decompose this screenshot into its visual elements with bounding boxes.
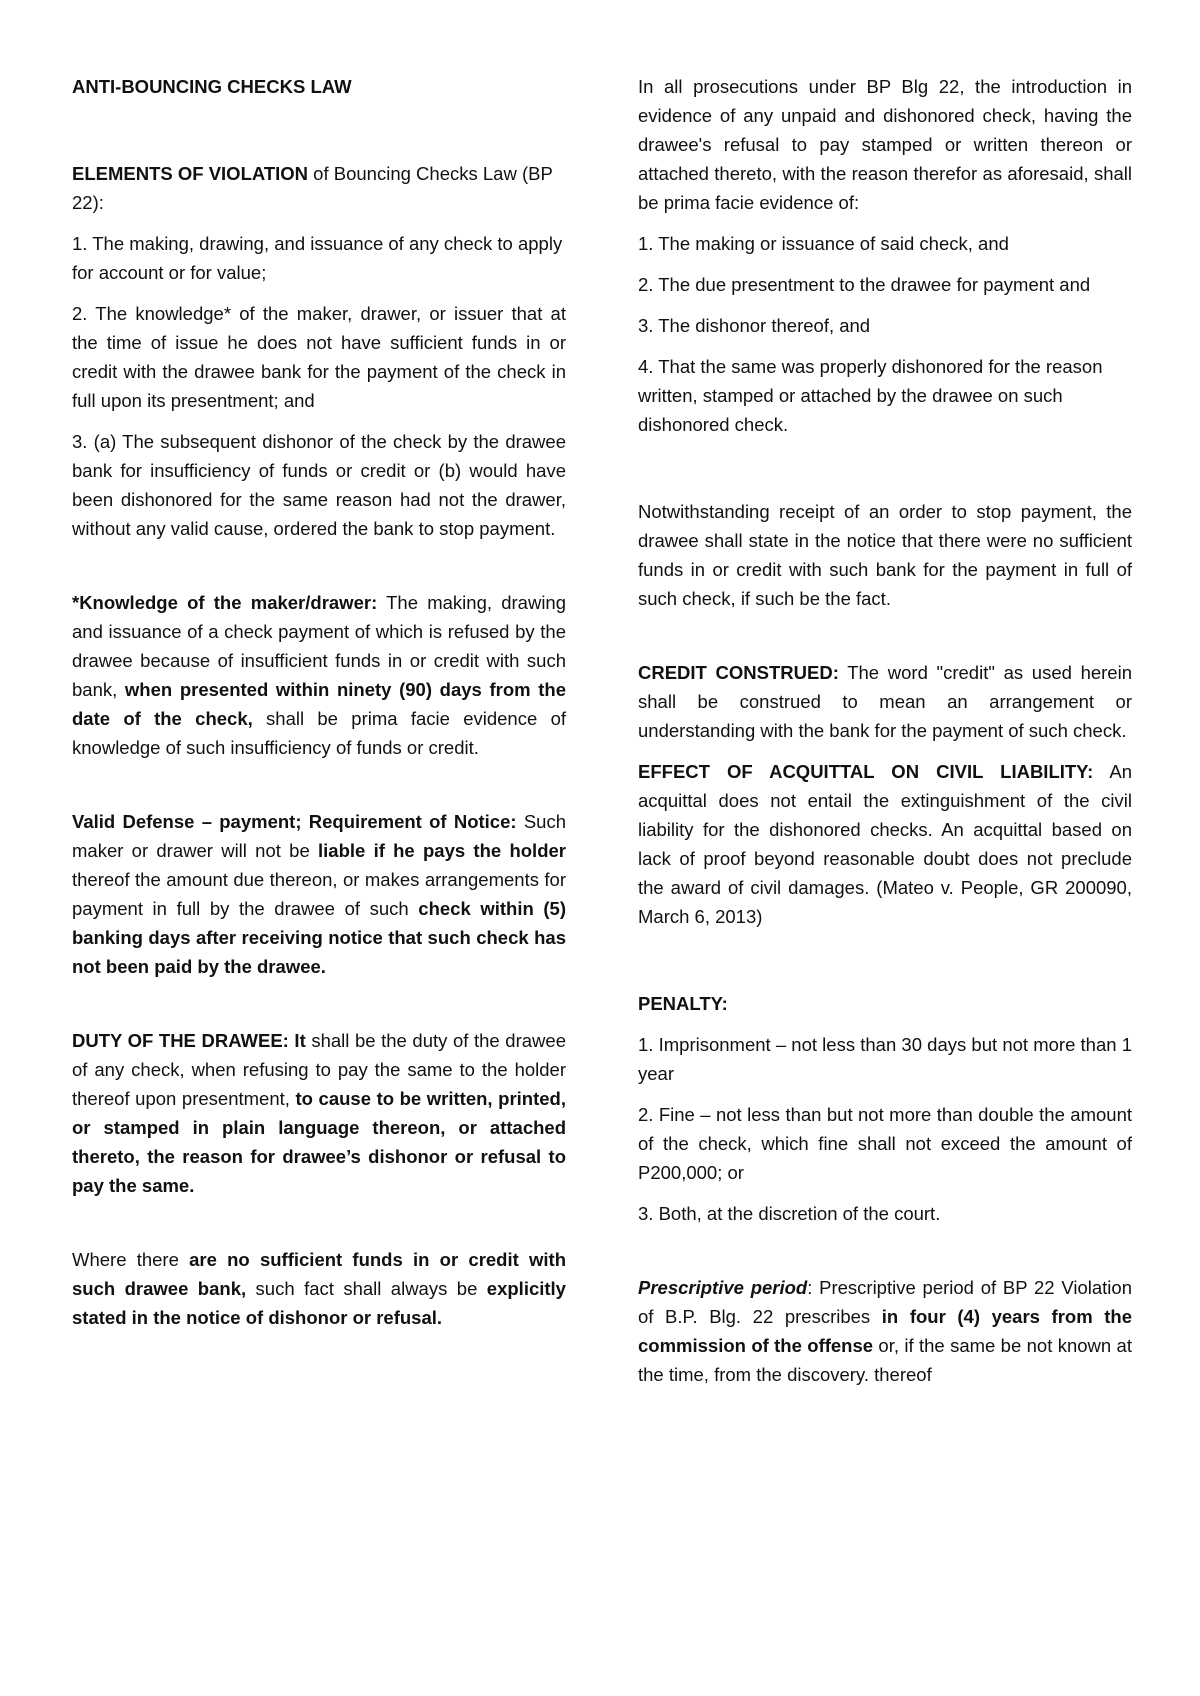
evidence-1: 1. The making or issuance of said check, and xyxy=(638,233,1009,254)
prescriptive-label: Prescriptive period xyxy=(638,1277,808,1298)
defense-text-2: thereof the amount due thereon, or makes arrangements for payment in full by the drawee of such xyxy=(72,869,566,919)
element-1: 1. The making, drawing, and issuance of any check to apply for account or for value; xyxy=(72,233,563,283)
knowledge-bold: when presented within ninety (90) days from the date of the check, xyxy=(72,679,566,729)
credit-paragraph xyxy=(638,658,1132,745)
duty-bold-2: to cause to be written, printed, or stamped in plain language thereon, or attached thereto, the reason for drawee’s dishonor or refusal to pay the same. xyxy=(72,1088,566,1196)
notwithstanding-paragraph: Notwithstanding receipt of an order to stop payment, the drawee shall state in the notice that there were no sufficient funds in or credit with such bank for the payment in full of such check, if such be the fact. xyxy=(638,501,1132,609)
knowledge-label: *Knowledge of the maker/drawer: xyxy=(72,592,378,613)
duty-bold-1: It xyxy=(288,1030,306,1051)
where-bold-2: explicitly stated in the notice of dishonor or refusal. xyxy=(72,1278,566,1328)
evidence-3: 3. The dishonor thereof, and xyxy=(638,315,871,336)
elements-heading-rest: of Bouncing Checks Law (BP 22): xyxy=(72,163,553,213)
defense-label: Valid Defense – payment; Requirement of Notice: xyxy=(72,811,517,832)
defense-paragraph xyxy=(72,807,566,981)
duty-label: DUTY OF THE DRAWEE: xyxy=(72,1030,289,1051)
prosecution-intro: In all prosecutions under BP Blg 22, the introduction in evidence of any unpaid and dishonored check, having the drawee's refusal to pay stamped or written thereon or attached thereto, with the reason therefor as aforesaid, shall be prima facie evidence of: xyxy=(638,76,1132,213)
penalty-2: 2. Fine – not less than but not more than double the amount of the check, which fine shall not exceed the amount of P200,000; or xyxy=(638,1104,1132,1183)
knowledge-text-1: The making, drawing and issuance of a check payment of which is refused by the drawee because of insufficient funds in or credit with such bank, xyxy=(72,592,567,700)
where-paragraph xyxy=(72,1245,566,1332)
where-text-1: Where there xyxy=(72,1249,190,1270)
element-3: 3. (a) The subsequent dishonor of the check by the drawee bank for insufficiency of funds or credit or (b) would have been dishonored for the same reason had not the drawer, without any valid cause, ordered the bank to stop payment. xyxy=(72,431,566,539)
duty-paragraph xyxy=(72,1026,566,1200)
effect-paragraph xyxy=(638,757,1132,931)
right-column xyxy=(638,72,1132,1389)
prescriptive-bold: in four (4) years from the commission of the offense xyxy=(638,1306,1132,1356)
defense-bold-2: check within (5) banking days after receiving notice that such check has not been paid by the drawee. xyxy=(72,898,567,977)
knowledge-paragraph xyxy=(72,588,566,762)
where-text-2: such fact shall always be xyxy=(246,1278,487,1299)
evidence-4: 4. That the same was properly dishonored for the reason written, stamped or attached by the drawee on such dishonored check. xyxy=(638,356,1103,435)
penalty-1: 1. Imprisonment – not less than 30 days but not more than 1 year xyxy=(638,1034,1132,1084)
prescriptive-text-2: or, if the same be not known at the time, from the discovery. thereof xyxy=(638,1335,1132,1385)
where-bold-1: are no sufficient funds in or credit with such drawee bank, xyxy=(72,1249,567,1299)
penalty-heading: PENALTY: xyxy=(638,993,728,1014)
duty-text-1: shall be the duty of the drawee of any check, when refusing to pay the same to the holder thereof upon presentment, xyxy=(72,1030,566,1109)
evidence-2: 2. The due presentment to the drawee for payment and xyxy=(638,274,1091,295)
credit-text: The word "credit" as used herein shall be construed to mean an arrangement or understanding with the bank for the payment of such check. xyxy=(638,662,1132,741)
elements-heading-paragraph xyxy=(72,159,566,217)
prescriptive-text-1: : Prescriptive period of BP 22 Violation of B.P. Blg. 22 prescribes xyxy=(638,1277,1132,1327)
effect-text: An acquittal does not entail the extinguishment of the civil liability for the dishonored checks. An acquittal based on lack of proof beyond reasonable doubt does not preclude the award of civil damages. (Mateo v. People, GR 200090, March 6, 2013) xyxy=(638,761,1132,927)
defense-bold-1: liable if he pays the holder xyxy=(318,840,566,861)
knowledge-text-2: shall be prima facie evidence of knowledge of such insufficiency of funds or credit. xyxy=(72,708,566,758)
document-title: ANTI-BOUNCING CHECKS LAW xyxy=(72,76,352,97)
left-column xyxy=(72,72,566,1332)
element-2: 2. The knowledge* of the maker, drawer, or issuer that at the time of issue he does not have sufficient funds in or credit with the drawee bank for the payment of the check in full upon its presentment; and xyxy=(72,303,566,411)
effect-label: EFFECT OF ACQUITTAL ON CIVIL LIABILITY: xyxy=(638,761,1094,782)
defense-text-1: Such maker or drawer will not be xyxy=(72,811,566,861)
elements-heading: ELEMENTS OF VIOLATION xyxy=(72,163,309,184)
prescriptive-paragraph xyxy=(638,1273,1132,1389)
penalty-3: 3. Both, at the discretion of the court. xyxy=(638,1203,941,1224)
credit-label: CREDIT CONSTRUED: xyxy=(638,662,839,683)
